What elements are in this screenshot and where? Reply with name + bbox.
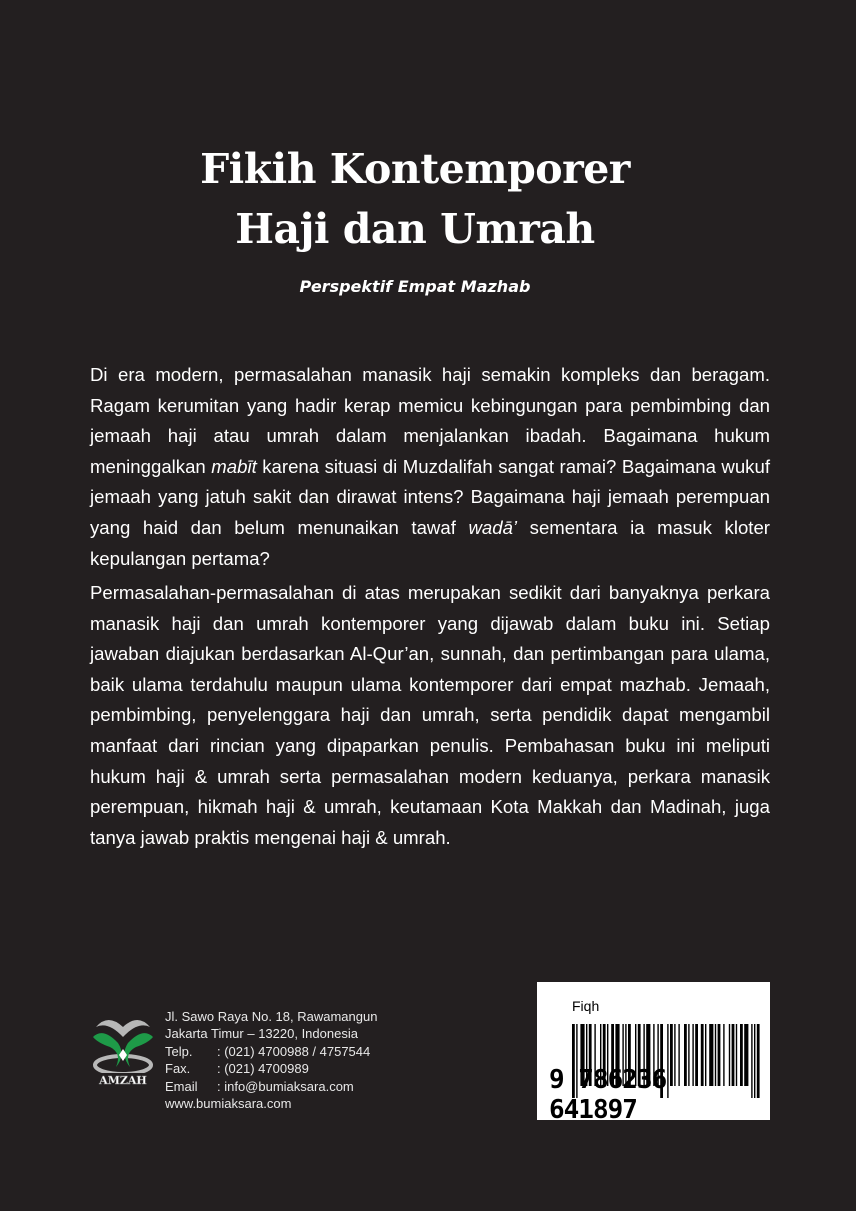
book-subtitle: Perspektif Empat Mazhab bbox=[299, 277, 531, 296]
website: www.bumiaksara.com bbox=[165, 1096, 292, 1112]
telp-label: Telp. bbox=[165, 1043, 193, 1059]
isbn-barcode-box bbox=[537, 982, 770, 1125]
fax-value: : (021) 4700989 bbox=[217, 1061, 309, 1077]
publisher-logo bbox=[88, 1015, 158, 1090]
italic-term: mabīt bbox=[211, 455, 257, 477]
address-line2: Jakarta Timur – 13220, Indonesia bbox=[165, 1026, 358, 1042]
fax-label: Fax. bbox=[165, 1061, 191, 1077]
publisher-contact bbox=[165, 1008, 377, 1112]
address-line1: Jl. Sawo Raya No. 18, Rawamangun bbox=[165, 1009, 378, 1024]
synopsis-paragraph-1 bbox=[90, 360, 770, 574]
email-value: : info@bumiaksara.com bbox=[217, 1078, 354, 1094]
book-title-line1: Fikih Kontemporer bbox=[200, 145, 630, 193]
text-segment: Di era modern, permasalahan manasik haji semakin kompleks dan beragam. Ragam kerumitan yang hadir kerap memicu kebingungan para pembimbing dan jemaah haji atau umrah dalam menjalankan ibadah. Bagaimana hukum meninggalkan bbox=[90, 364, 770, 477]
email-label: Email bbox=[165, 1078, 198, 1094]
svg-text:AMZAH: AMZAH bbox=[99, 1074, 147, 1087]
telp-value: : (021) 4700988 / 4757544 bbox=[217, 1043, 371, 1059]
text-segment: karena situasi di Muzdalifah sangat ramai? Bagaimana wukuf jemaah yang jatuh sakit dan dirawat intens? Bagaimana haji jemaah perempuan yang haid dan belum menunaikan tawaf bbox=[90, 455, 770, 538]
synopsis-paragraph-2: Permasalahan-permasalahan di atas merupakan sedikit dari banyaknya perkara manasik haji dan umrah kontemporer yang dijawab dalam buku ini. Setiap jawaban diajukan berdasarkan Al-Qur’an, sunnah, dan pertimbangan para ulama, baik ulama terdahulu maupun ulama kontemporer dari empat mazhab. Jemaah, pembimbing, penyelenggara haji dan umrah, serta pendidik dapat mengambil manfaat dari rincian yang dipaparkan penulis. Pembahasan buku ini meliputi hukum haji & umrah serta permasalahan modern keduanya, perkara manasik perempuan, hikmah haji & umrah, keutamaan Kota Makkah dan Madinah, juga tanya jawab praktis mengenai haji & umrah. bbox=[90, 582, 770, 848]
text-segment: sementara ia masuk kloter kepulangan pertama? bbox=[90, 516, 770, 569]
isbn-number: 9 786236 641897 bbox=[549, 1065, 667, 1125]
italic-term: wadā’ bbox=[468, 516, 518, 538]
subject-label: Fiqh bbox=[572, 998, 600, 1014]
book-title-line2: Haji dan Umrah bbox=[235, 205, 595, 253]
